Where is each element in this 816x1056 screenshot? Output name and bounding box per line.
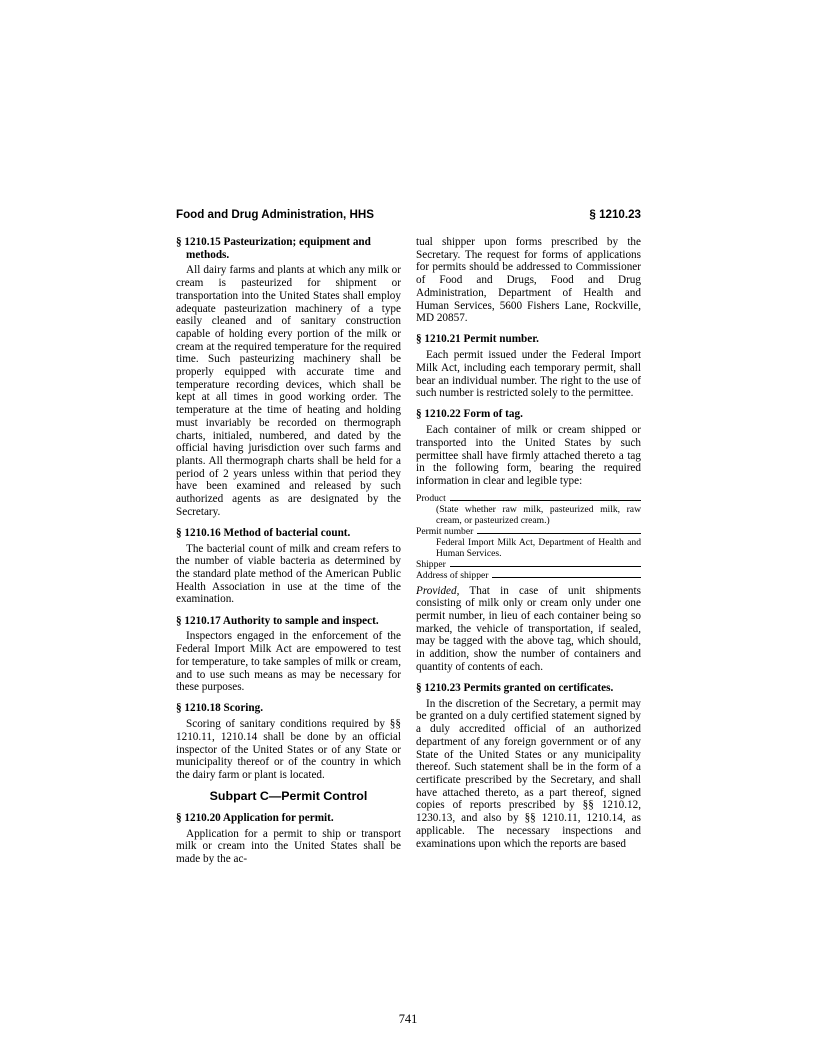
section-text: The bacterial count of milk and cream refers to the number of viable bacteria as determined by the standard plate method of the American Public Health Association in use at the time of the examination.: [176, 542, 401, 606]
form-label-product: Product: [416, 492, 446, 504]
tag-form: [416, 493, 641, 581]
form-label-shipper: Shipper: [416, 558, 446, 570]
left-column: [176, 236, 401, 874]
section-text: Inspectors engaged in the enforcement of the Federal Import Milk Act are empowered to test for temperature, to take samples of milk or cream, and to use such means as may be necessary for these purposes.: [176, 630, 401, 694]
right-column: [416, 236, 641, 859]
section-1210-16: [176, 527, 401, 606]
section-text: Application for a permit to ship or transport milk or cream into the United States shall be made by the ac-: [176, 827, 401, 865]
section-text: In the discretion of the Secretary, a permit may be granted on a duly certified statement signed by a duly accredited official of an authorized department of any foreign government or of any State of the United States or any municipality thereof. Such statement shall be in the form of a certificate prescribed by the Secretary, and shall have attached thereto, as a part thereof, signed copies of reports prescribed by §§ 1210.12, 1230.13, and also by §§ 1210.11, 1210.14, as applicable. The necessary inspections and examinations upon which the reports are based: [416, 697, 641, 850]
running-header-agency: Food and Drug Administration, HHS: [176, 208, 374, 221]
section-1210-20-continued: [416, 236, 641, 325]
section-text: Scoring of sanitary conditions required by §§ 1210.11, 1210.14 shall be done by an official inspector of the United States or of any State or municipality thereof or of the country in which the dairy farm or plant is located.: [176, 718, 401, 781]
section-heading: § 1210.15 Pasteurization; equipment and methods.: [176, 236, 371, 261]
section-heading: § 1210.21 Permit number.: [416, 333, 539, 346]
proviso-paragraph: [416, 585, 641, 674]
section-1210-20: [176, 812, 401, 866]
subpart-heading: Subpart C—Permit Control: [209, 789, 368, 804]
form-note-product: (State whether raw milk, pasteurized milk, raw cream, or pasteurized cream.): [436, 503, 641, 526]
form-row-product: [416, 493, 641, 504]
section-1210-22: [416, 408, 641, 673]
section-heading: § 1210.16 Method of bacterial count.: [176, 526, 351, 539]
form-note-permit: Federal Import Milk Act, Department of Health and Human Services.: [436, 536, 641, 559]
section-text: Each container of milk or cream shipped or transported into the United States by such permittee shall have firmly attached thereto a tag in the following form, bearing the required information in clear and legible type:: [416, 424, 641, 487]
running-header-section: § 1210.23: [589, 208, 641, 221]
form-blank-line: [492, 577, 641, 578]
section-heading: § 1210.20 Application for permit.: [176, 811, 334, 824]
proviso-text: That in case of unit shipments consisting of milk only or cream only under one permit number, in lieu of each container being so marked, the vehicle of transportation, if sealed, may be tagged with the above tag, which should, in addition, show the number of containers and quantity of contents of each.: [416, 584, 641, 673]
section-text: tual shipper upon forms prescribed by the Secretary. The request for forms of applications for permits should be addressed to Commissioner of Food and Drugs, Food and Drug Administration, Department of Health and Human Services, 5600 Fishers Lane, Rockville, MD 20857.: [416, 236, 641, 325]
proviso-word: Provided,: [416, 584, 460, 597]
form-row-address: [416, 570, 641, 581]
section-text: Each permit issued under the Federal Import Milk Act, including each temporary permit, shall bear an individual number. The right to the use of such number is restricted solely to the permittee.: [416, 349, 641, 400]
section-text: All dairy farms and plants at which any milk or cream is pasteurized for shipment or transportation into the United States shall employ adequate pasteurization machinery of a type easily cleaned and of sanitary construction capable of holding every portion of the milk or cream at the required temperature for the required time. Such pasteurizing machinery shall be properly equipped with accurate time and temperature recording devices, which shall be kept at all times in good working order. The temperature at the time of heating and holding must invariably be recorded on thermograph charts, initialed, numbered, and dated by the official having jurisdiction over such farms and plants. All thermograph charts shall be held for a period of 2 years unless within that period they have been examined and released by such authorized agents as are designated by the Secretary.: [176, 264, 401, 518]
section-heading: § 1210.22 Form of tag.: [416, 408, 523, 421]
form-blank-line: [450, 500, 641, 501]
form-row-shipper: [416, 559, 641, 570]
form-label-permit-number: Permit number: [416, 525, 474, 537]
form-blank-line: [477, 533, 641, 534]
section-1210-15: [176, 236, 401, 518]
running-header: [176, 208, 641, 224]
section-heading: § 1210.18 Scoring.: [176, 702, 264, 715]
form-row-permit-number: [416, 526, 641, 537]
section-1210-18: [176, 702, 401, 781]
section-1210-17: [176, 615, 401, 694]
form-label-address: Address of shipper: [416, 569, 489, 581]
section-heading: § 1210.23 Permits granted on certificates.: [416, 682, 614, 695]
form-blank-line: [450, 566, 641, 567]
section-heading: § 1210.17 Authority to sample and inspect.: [176, 614, 379, 627]
section-1210-21: [416, 333, 641, 400]
section-1210-23: [416, 682, 641, 850]
page-number: 741: [398, 1012, 418, 1026]
